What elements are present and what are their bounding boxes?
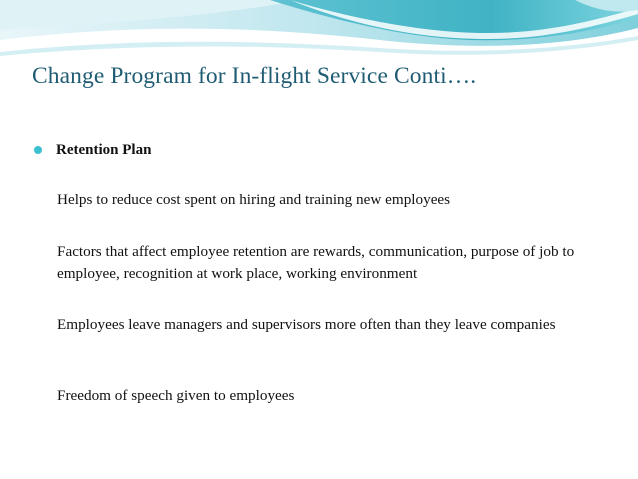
slide-title: Change Program for In-flight Service Conti…. bbox=[32, 63, 477, 89]
paragraph-3: Employees leave managers and supervisors more often than they leave companies bbox=[57, 316, 556, 333]
paragraph-1: Helps to reduce cost spent on hiring and training new employees bbox=[57, 191, 451, 208]
bullet-dot-icon bbox=[34, 146, 42, 154]
bullet-heading: Retention Plan bbox=[56, 142, 152, 158]
paragraph-2: Factors that affect employee retention are rewards, communication, purpose of job to employee, recognition at work place, working environment bbox=[57, 243, 575, 282]
paragraph-4: Freedom of speech given to employees bbox=[57, 387, 295, 404]
bullet-item bbox=[34, 141, 151, 159]
